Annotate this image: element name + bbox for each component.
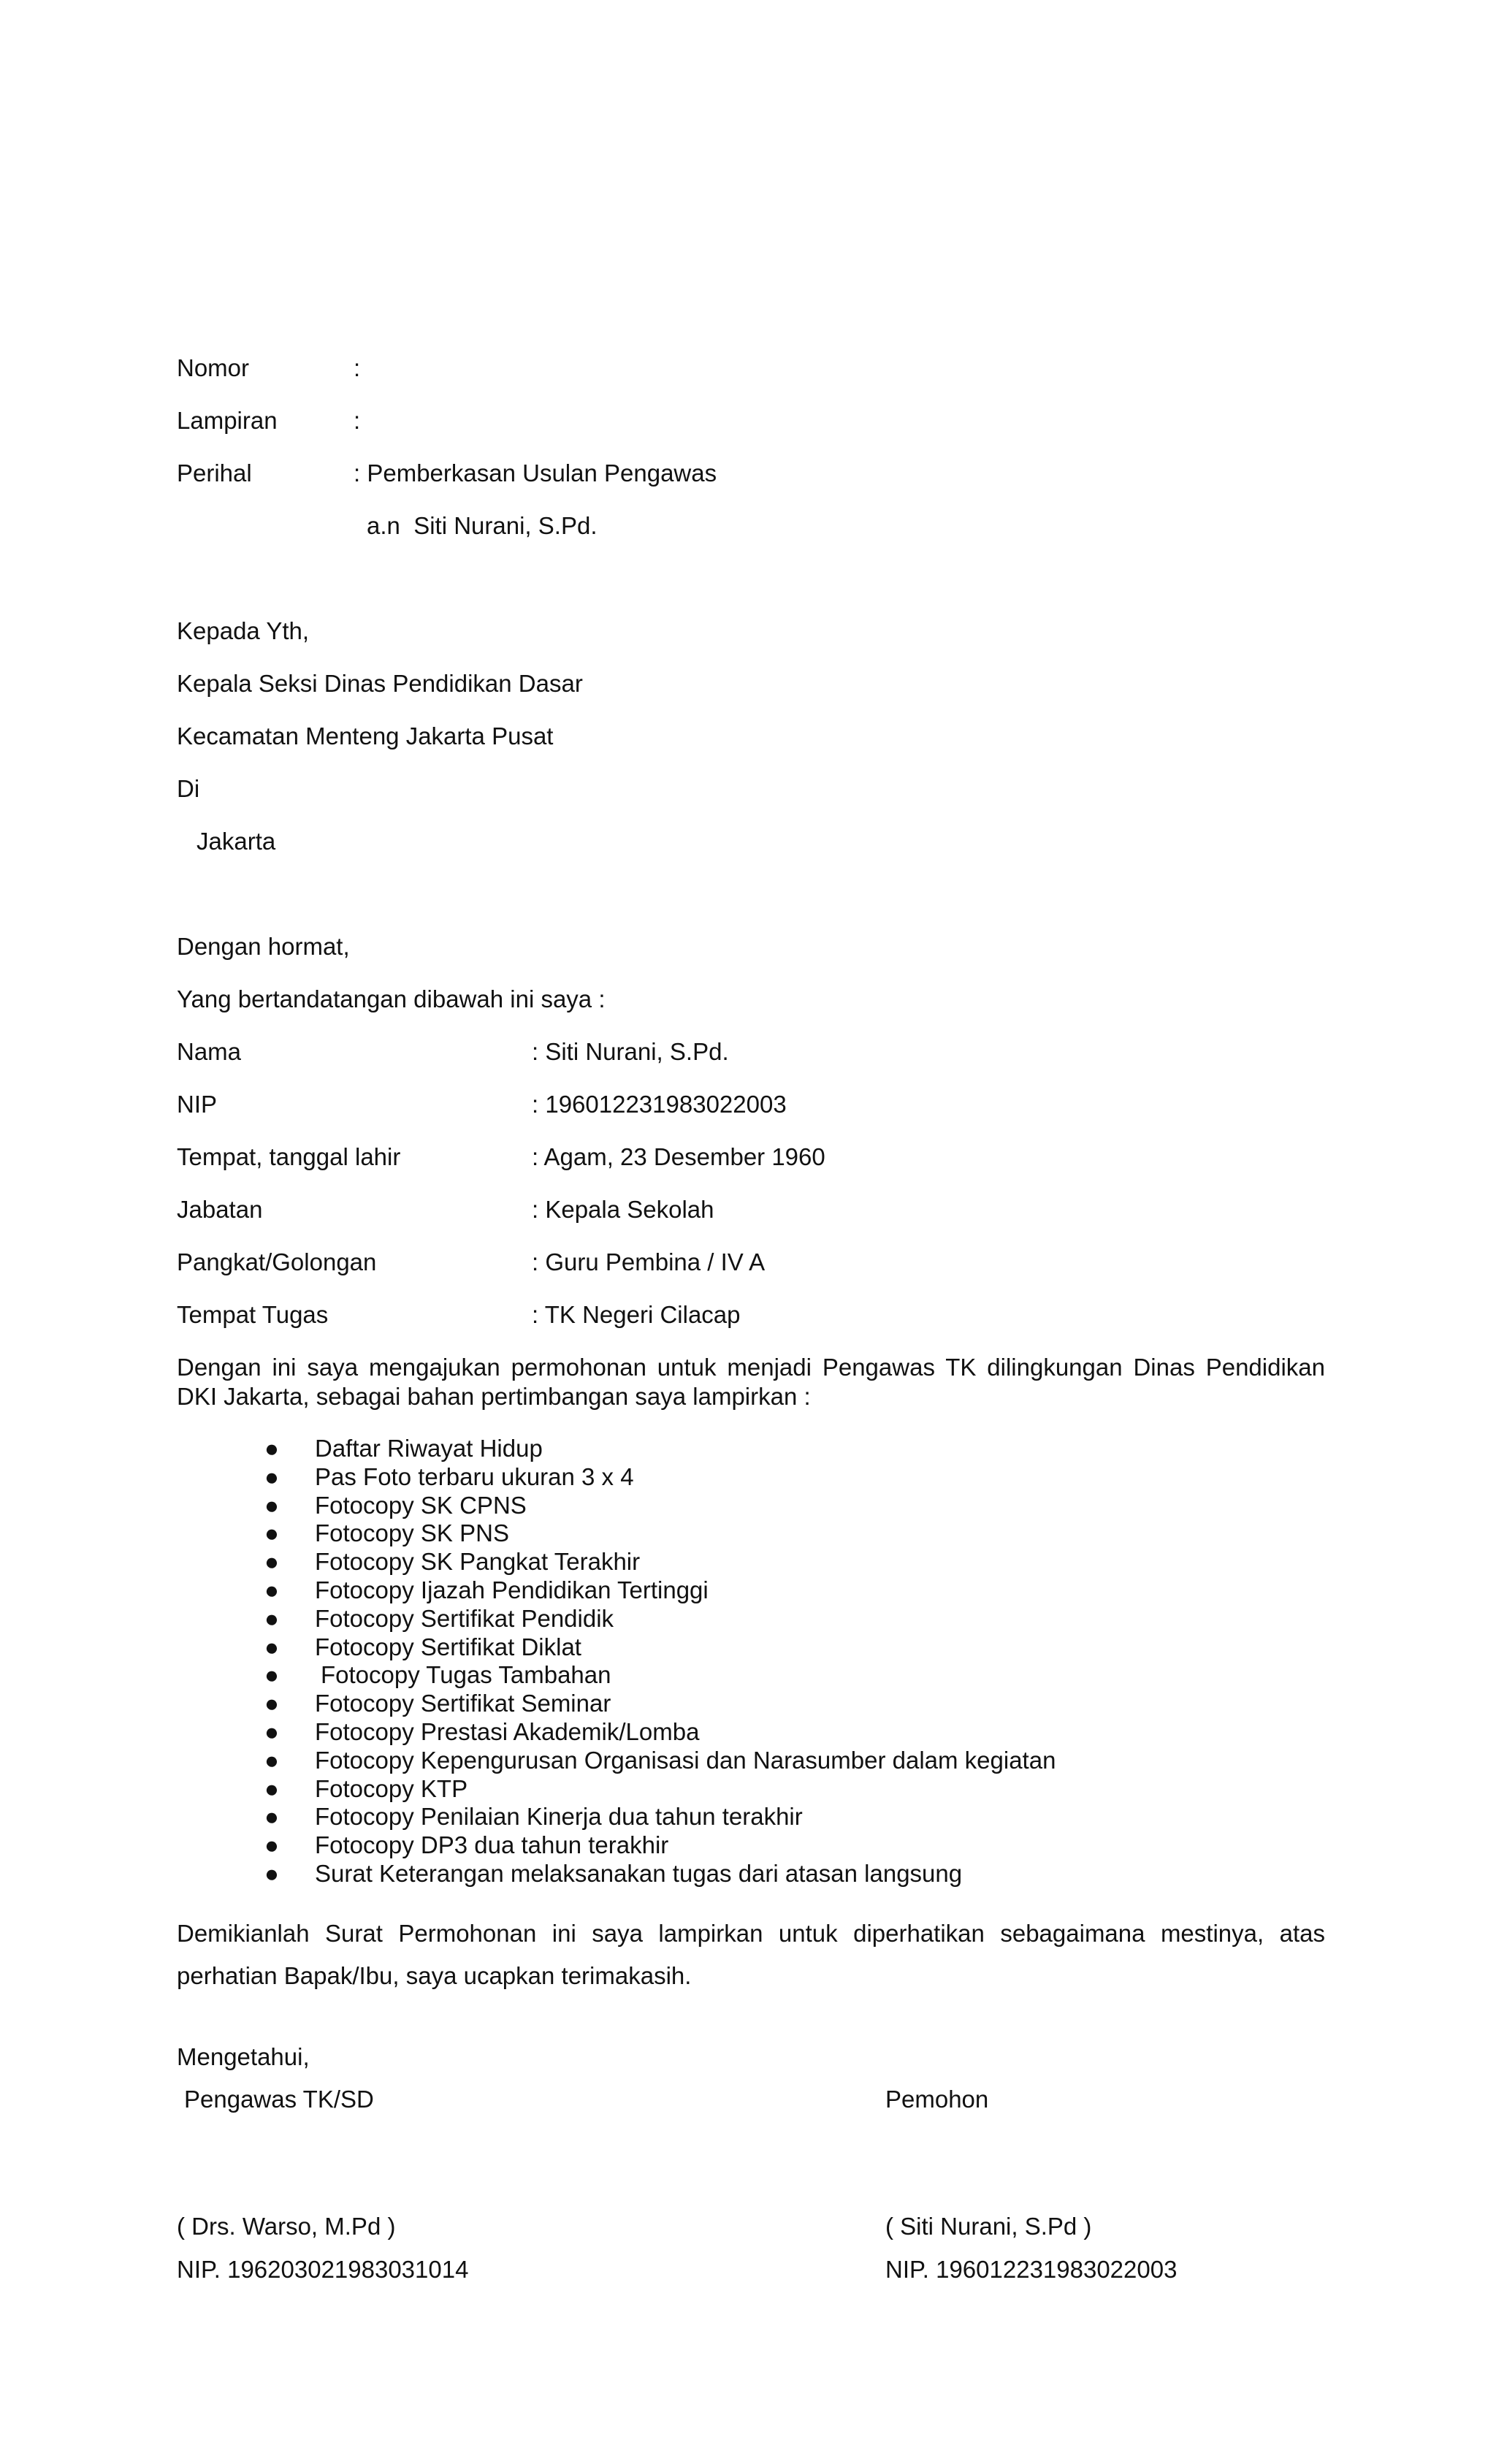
left-signer-name: ( Drs. Warso, M.Pd ) bbox=[177, 2213, 396, 2240]
right-signer-nip: NIP. 196012231983022003 bbox=[885, 2256, 1178, 2283]
bullet-icon: ● bbox=[264, 1717, 279, 1745]
attachment-text: Pas Foto terbaru ukuran 3 x 4 bbox=[315, 1462, 634, 1490]
lampiran-value: : bbox=[354, 407, 361, 434]
bullet-icon: ● bbox=[264, 1661, 279, 1689]
lampiran-label: Lampiran bbox=[177, 407, 278, 434]
bullet-icon: ● bbox=[264, 1519, 279, 1547]
nomor-value: : bbox=[354, 354, 361, 381]
field-label-nip: NIP bbox=[177, 1091, 218, 1118]
field-label-pangkat: Pangkat/Golongan bbox=[177, 1248, 377, 1275]
recipient-di: Di bbox=[177, 775, 200, 802]
right-signer-title: Pemohon bbox=[885, 2086, 989, 2113]
attachment-text: Fotocopy SK Pangkat Terakhir bbox=[315, 1548, 641, 1576]
closing-paragraph: Demikianlah Surat Permohonan ini saya lampirkan untuk diperhatikan sebagaimana mestinya, atas perhatian Bapak/Ibu, saya ucapkan terimakasih. bbox=[177, 1920, 1325, 1989]
perihal-value-continued: a.n Siti Nurani, S.Pd. bbox=[367, 512, 598, 539]
greeting: Dengan hormat, bbox=[177, 933, 350, 960]
bullet-icon: ● bbox=[264, 1604, 279, 1632]
left-signer-title: Pengawas TK/SD bbox=[184, 2086, 374, 2113]
field-value-jabatan: : Kepala Sekolah bbox=[532, 1196, 714, 1223]
field-label-ttl: Tempat, tanggal lahir bbox=[177, 1143, 401, 1170]
nomor-label: Nomor bbox=[177, 354, 250, 381]
left-signer-nip: NIP. 196203021983031014 bbox=[177, 2256, 469, 2283]
right-signer-name: ( Siti Nurani, S.Pd ) bbox=[885, 2213, 1092, 2240]
acknowledged-label: Mengetahui, bbox=[177, 2043, 310, 2070]
field-value-nip: : 196012231983022003 bbox=[532, 1091, 787, 1118]
bullet-icon: ● bbox=[264, 1803, 279, 1831]
attachment-text: Fotocopy SK PNS bbox=[315, 1519, 509, 1547]
field-value-tempat-tugas: : TK Negeri Cilacap bbox=[532, 1301, 741, 1328]
attachment-text: Fotocopy Ijazah Pendidikan Tertinggi bbox=[315, 1576, 709, 1603]
attachment-text: Fotocopy Sertifikat Pendidik bbox=[315, 1604, 614, 1632]
recipient-salutation: Kepada Yth, bbox=[177, 617, 310, 644]
attachment-text: Fotocopy Sertifikat Diklat bbox=[315, 1633, 581, 1660]
perihal-label: Perihal bbox=[177, 459, 252, 487]
recipient-city: Jakarta bbox=[196, 828, 276, 855]
bullet-icon: ● bbox=[264, 1746, 279, 1774]
bullet-icon: ● bbox=[264, 1548, 279, 1576]
recipient-district: Kecamatan Menteng Jakarta Pusat bbox=[177, 722, 554, 750]
bullet-icon: ● bbox=[264, 1435, 279, 1462]
bullet-icon: ● bbox=[264, 1491, 279, 1519]
attachment-text: Fotocopy Penilaian Kinerja dua tahun terakhir bbox=[315, 1803, 803, 1831]
field-value-nama: : Siti Nurani, S.Pd. bbox=[532, 1038, 729, 1065]
attachment-text: Fotocopy Prestasi Akademik/Lomba bbox=[315, 1717, 700, 1745]
attachment-text: Daftar Riwayat Hidup bbox=[315, 1435, 543, 1462]
bullet-icon: ● bbox=[264, 1462, 279, 1490]
attachment-text: Fotocopy SK CPNS bbox=[315, 1491, 527, 1519]
attachment-text: Surat Keterangan melaksanakan tugas dari atasan langsung bbox=[315, 1859, 963, 1887]
field-value-ttl: : Agam, 23 Desember 1960 bbox=[532, 1143, 825, 1170]
bullet-icon: ● bbox=[264, 1859, 279, 1887]
attachment-text: Fotocopy Tugas Tambahan bbox=[321, 1661, 611, 1689]
bullet-icon: ● bbox=[264, 1690, 279, 1717]
attachment-text: Fotocopy KTP bbox=[315, 1774, 468, 1802]
recipient-office: Kepala Seksi Dinas Pendidikan Dasar bbox=[177, 670, 583, 697]
bullet-icon: ● bbox=[264, 1831, 279, 1859]
intro: Yang bertandatangan dibawah ini saya : bbox=[177, 985, 606, 1012]
bullet-icon: ● bbox=[264, 1576, 279, 1603]
attachment-text: Fotocopy DP3 dua tahun terakhir bbox=[315, 1831, 669, 1859]
field-label-tempat-tugas: Tempat Tugas bbox=[177, 1301, 329, 1328]
perihal-value: : Pemberkasan Usulan Pengawas bbox=[354, 459, 717, 487]
attachment-text: Fotocopy Sertifikat Seminar bbox=[315, 1690, 611, 1717]
bullet-icon: ● bbox=[264, 1633, 279, 1660]
request-paragraph: Dengan ini saya mengajukan permohonan untuk menjadi Pengawas TK dilingkungan Dinas Pendidikan DKI Jakarta, sebagai bahan pertimbangan saya lampirkan : bbox=[177, 1354, 1325, 1410]
attachment-text: Fotocopy Kepengurusan Organisasi dan Narasumber dalam kegiatan bbox=[315, 1746, 1056, 1774]
field-label-jabatan: Jabatan bbox=[177, 1196, 263, 1223]
bullet-icon: ● bbox=[264, 1774, 279, 1802]
field-label-nama: Nama bbox=[177, 1038, 242, 1065]
field-value-pangkat: : Guru Pembina / IV A bbox=[532, 1248, 766, 1275]
